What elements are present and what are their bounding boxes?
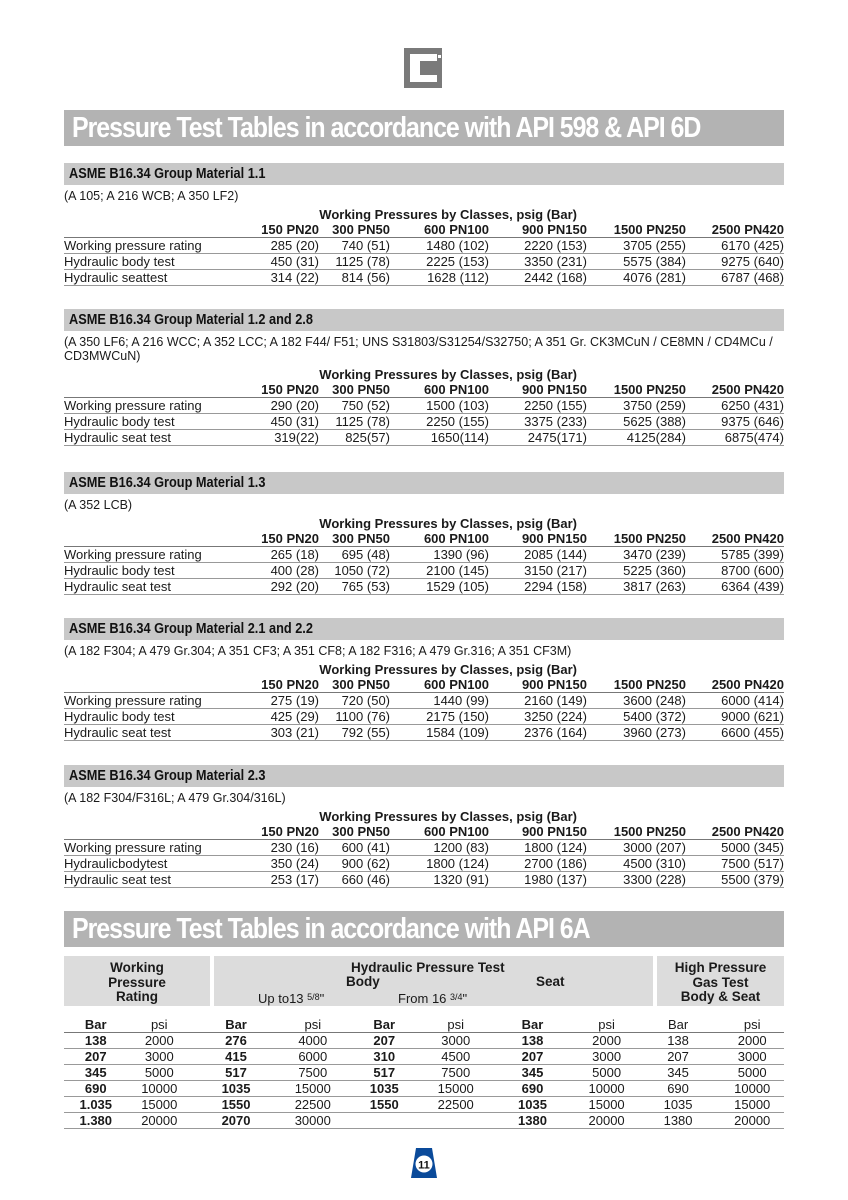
row-label: Working pressure rating <box>64 547 242 563</box>
pressure-value: 1529 (105) <box>390 579 489 595</box>
pressure-value: 3375 (233) <box>489 414 587 430</box>
pressure-value: 2160 (149) <box>489 693 587 709</box>
row-label: Hydraulic seat test <box>64 872 242 888</box>
working-pressure-bar-value: 1.380 <box>64 1113 128 1129</box>
hydraulic-test-title: Hydraulic Pressure Test <box>351 960 505 975</box>
pressure-value: 3350 (231) <box>489 254 587 270</box>
group-title-bar <box>64 163 784 185</box>
pressure-value: 1100 (76) <box>319 709 390 725</box>
table-row <box>64 856 784 872</box>
body-from-bar-unit: Bar <box>345 1017 424 1033</box>
pressure-value: 2376 (164) <box>489 725 587 741</box>
table-row <box>64 725 784 741</box>
working-pressure-bar-value: 345 <box>64 1065 128 1081</box>
body-up-to-psi-value: 7500 <box>281 1065 345 1081</box>
pressure-value: 6250 (431) <box>686 398 784 414</box>
size-unit: " <box>462 991 468 1006</box>
pressure-value: 2085 (144) <box>489 547 587 563</box>
working-pressure-psi-value: 2000 <box>128 1033 192 1049</box>
class-header: 150 PN20 <box>242 531 319 547</box>
pressure-value: 292 (20) <box>242 579 319 595</box>
body-from-psi-value: 22500 <box>424 1097 488 1113</box>
class-header: 1500 PN250 <box>587 382 686 398</box>
table-row <box>64 238 784 254</box>
pressure-value: 9375 (646) <box>686 414 784 430</box>
pressure-value: 303 (21) <box>242 725 319 741</box>
table-row <box>64 414 784 430</box>
table-row <box>64 579 784 595</box>
body-up-to-psi-unit: psi <box>281 1017 345 1033</box>
body-from-bar-value: 207 <box>345 1033 424 1049</box>
class-header: 1500 PN250 <box>587 677 686 693</box>
gas-test-bar-value: 138 <box>636 1033 721 1049</box>
table-row <box>64 1113 784 1129</box>
gas-test-psi-value: 10000 <box>720 1081 784 1097</box>
pressure-value: 8700 (600) <box>686 563 784 579</box>
gas-test-psi-unit: psi <box>720 1017 784 1033</box>
pressure-value: 6000 (414) <box>686 693 784 709</box>
row-label: Working pressure rating <box>64 840 242 856</box>
class-header: 150 PN20 <box>242 382 319 398</box>
material-group-section <box>64 309 784 446</box>
classes-caption: Working Pressures by Classes, psig (Bar) <box>319 207 577 222</box>
pressure-value: 2250 (155) <box>390 414 489 430</box>
class-header: 600 PN100 <box>390 382 489 398</box>
table-row <box>64 563 784 579</box>
class-header: 900 PN150 <box>489 382 587 398</box>
group-title: ASME B16.34 Group Material 2.3 <box>69 768 266 784</box>
pressure-value: 5625 (388) <box>587 414 686 430</box>
seat-bar-unit: Bar <box>487 1017 577 1033</box>
size-label: Up to13 <box>258 991 308 1006</box>
pressure-value: 5400 (372) <box>587 709 686 725</box>
pressure-value: 1800 (124) <box>390 856 489 872</box>
working-pressure-bar-value: 207 <box>64 1049 128 1065</box>
pressure-value: 290 (20) <box>242 398 319 414</box>
pressure-value: 3000 (207) <box>587 840 686 856</box>
pressure-value: 3300 (228) <box>587 872 686 888</box>
group-materials: (A 182 F304; A 479 Gr.304; A 351 CF3; A 351 CF8; A 182 F316; A 479 Gr.316; A 351 CF3M) <box>64 644 572 658</box>
table-row <box>64 1065 784 1081</box>
size-label: From 16 <box>398 991 451 1006</box>
group-title: ASME B16.34 Group Material 2.1 and 2.2 <box>69 621 313 637</box>
pressure-value: 660 (46) <box>319 872 390 888</box>
pressure-value: 1050 (72) <box>319 563 390 579</box>
table-row <box>64 547 784 563</box>
body-from-psi-value: 4500 <box>424 1049 488 1065</box>
body-from-bar-value <box>345 1113 424 1129</box>
pressure-value: 2250 (155) <box>489 398 587 414</box>
pressure-value: 1500 (103) <box>390 398 489 414</box>
classes-caption: Working Pressures by Classes, psig (Bar) <box>319 367 577 382</box>
pressure-table <box>64 207 784 286</box>
pressure-value: 1125 (78) <box>319 414 390 430</box>
row-label: Hydraulic seattest <box>64 270 242 286</box>
blank-header <box>64 824 242 840</box>
table-row <box>64 398 784 414</box>
gas-test-header-line: Body & Seat <box>680 989 761 1004</box>
gas-test-header-line: Gas Test <box>692 974 749 990</box>
class-header: 600 PN100 <box>390 531 489 547</box>
body-size-from <box>398 990 467 1007</box>
table-row <box>64 872 784 888</box>
working-pressure-bar-value: 138 <box>64 1033 128 1049</box>
gas-test-psi-value: 3000 <box>720 1049 784 1065</box>
working-pressure-psi-value: 5000 <box>128 1065 192 1081</box>
api598-banner <box>64 110 784 146</box>
pressure-value: 1480 (102) <box>390 238 489 254</box>
pressure-value: 2700 (186) <box>489 856 587 872</box>
hydraulic-test-header <box>214 956 653 1006</box>
body-up-to-bar-value: 1550 <box>191 1097 281 1113</box>
seat-psi-value: 5000 <box>577 1065 635 1081</box>
pressure-value: 7500 (517) <box>686 856 784 872</box>
class-header: 2500 PN420 <box>686 382 784 398</box>
class-header: 1500 PN250 <box>587 531 686 547</box>
seat-psi-value: 20000 <box>577 1113 635 1129</box>
pressure-value: 3960 (273) <box>587 725 686 741</box>
gas-test-bar-unit: Bar <box>636 1017 721 1033</box>
pressure-value: 600 (41) <box>319 840 390 856</box>
blank-header <box>64 382 242 398</box>
gas-test-bar-value: 1380 <box>636 1113 721 1129</box>
seat-header: Seat <box>536 974 565 989</box>
material-group-section <box>64 618 784 741</box>
row-label: Hydraulic seat test <box>64 725 242 741</box>
body-from-psi-value <box>424 1113 488 1129</box>
pressure-value: 5500 (379) <box>686 872 784 888</box>
pressure-value: 765 (53) <box>319 579 390 595</box>
working-pressure-bar-value: 1.035 <box>64 1097 128 1113</box>
working-pressure-psi-value: 15000 <box>128 1097 192 1113</box>
body-up-to-bar-value: 1035 <box>191 1081 281 1097</box>
seat-psi-unit: psi <box>577 1017 635 1033</box>
group-title-bar <box>64 618 784 640</box>
working-pressure-header <box>64 956 210 1006</box>
pressure-value: 5225 (360) <box>587 563 686 579</box>
class-header: 2500 PN420 <box>686 677 784 693</box>
pressure-value: 450 (31) <box>242 414 319 430</box>
working-pressure-header-line: Working <box>110 960 164 975</box>
row-label: Hydraulic body test <box>64 709 242 725</box>
working-pressure-psi-value: 20000 <box>128 1113 192 1129</box>
pressure-value: 3250 (224) <box>489 709 587 725</box>
pressure-value: 6875(474) <box>686 430 784 446</box>
class-header: 300 PN50 <box>319 382 390 398</box>
pressure-value: 5785 (399) <box>686 547 784 563</box>
gas-test-header <box>657 956 784 1006</box>
working-pressure-psi-unit: psi <box>128 1017 192 1033</box>
class-header: 300 PN50 <box>319 824 390 840</box>
pressure-value: 9000 (621) <box>686 709 784 725</box>
seat-psi-value: 2000 <box>577 1033 635 1049</box>
pressure-value: 425 (29) <box>242 709 319 725</box>
seat-bar-value: 345 <box>487 1065 577 1081</box>
class-header: 300 PN50 <box>319 677 390 693</box>
group-title-bar <box>64 472 784 494</box>
pressure-value: 350 (24) <box>242 856 319 872</box>
pressure-value: 1628 (112) <box>390 270 489 286</box>
row-label: Hydraulic body test <box>64 414 242 430</box>
class-header: 150 PN20 <box>242 824 319 840</box>
body-up-to-psi-value: 4000 <box>281 1033 345 1049</box>
body-from-psi-unit: psi <box>424 1017 488 1033</box>
pressure-value: 5575 (384) <box>587 254 686 270</box>
pressure-value: 4500 (310) <box>587 856 686 872</box>
row-label: Hydraulic body test <box>64 563 242 579</box>
blank-header <box>64 531 242 547</box>
page-number: 11 <box>418 1159 430 1172</box>
pressure-value: 720 (50) <box>319 693 390 709</box>
gas-test-psi-value: 15000 <box>720 1097 784 1113</box>
blank-header <box>64 222 242 238</box>
working-pressure-psi-value: 3000 <box>128 1049 192 1065</box>
group-title: ASME B16.34 Group Material 1.1 <box>69 166 266 182</box>
pressure-value: 814 (56) <box>319 270 390 286</box>
class-header: 1500 PN250 <box>587 222 686 238</box>
pressure-value: 1800 (124) <box>489 840 587 856</box>
pressure-value: 230 (16) <box>242 840 319 856</box>
pressure-value: 3750 (259) <box>587 398 686 414</box>
size-fraction: 3/4 <box>450 992 463 1002</box>
pressure-value: 3600 (248) <box>587 693 686 709</box>
table-row <box>64 840 784 856</box>
pressure-value: 9275 (640) <box>686 254 784 270</box>
row-label: Hydraulic body test <box>64 254 242 270</box>
pressure-value: 3150 (217) <box>489 563 587 579</box>
pressure-value: 4125(284) <box>587 430 686 446</box>
gas-test-bar-value: 345 <box>636 1065 721 1081</box>
gas-test-psi-value: 20000 <box>720 1113 784 1129</box>
pressure-value: 2225 (153) <box>390 254 489 270</box>
group-materials: (A 105; A 216 WCB; A 350 LF2) <box>64 189 239 203</box>
body-up-to-psi-value: 15000 <box>281 1081 345 1097</box>
row-label: Working pressure rating <box>64 238 242 254</box>
pressure-value: 253 (17) <box>242 872 319 888</box>
body-up-to-psi-value: 22500 <box>281 1097 345 1113</box>
pressure-value: 275 (19) <box>242 693 319 709</box>
body-up-to-psi-value: 6000 <box>281 1049 345 1065</box>
units-row <box>64 1017 784 1033</box>
working-pressure-psi-value: 10000 <box>128 1081 192 1097</box>
pressure-value: 2475(171) <box>489 430 587 446</box>
pressure-table <box>64 367 784 446</box>
table-row <box>64 1081 784 1097</box>
pressure-value: 1650(114) <box>390 430 489 446</box>
pressure-value: 2220 (153) <box>489 238 587 254</box>
seat-psi-value: 15000 <box>577 1097 635 1113</box>
body-header: Body <box>346 974 380 989</box>
pressure-value: 1125 (78) <box>319 254 390 270</box>
material-group-section <box>64 765 784 888</box>
company-logo <box>404 48 442 88</box>
class-header: 300 PN50 <box>319 222 390 238</box>
class-header: 300 PN50 <box>319 531 390 547</box>
table-row <box>64 270 784 286</box>
body-from-bar-value: 1550 <box>345 1097 424 1113</box>
row-label: Hydraulicbodytest <box>64 856 242 872</box>
pressure-value: 314 (22) <box>242 270 319 286</box>
table-row <box>64 1097 784 1113</box>
pressure-value: 6170 (425) <box>686 238 784 254</box>
seat-bar-value: 1380 <box>487 1113 577 1129</box>
pressure-value: 4076 (281) <box>587 270 686 286</box>
pressure-value: 1390 (96) <box>390 547 489 563</box>
pressure-value: 1320 (91) <box>390 872 489 888</box>
pressure-value: 265 (18) <box>242 547 319 563</box>
page-number-badge <box>411 1148 437 1178</box>
pressure-value: 6364 (439) <box>686 579 784 595</box>
body-from-bar-value: 310 <box>345 1049 424 1065</box>
table-row <box>64 693 784 709</box>
row-label: Hydraulic seat test <box>64 430 242 446</box>
pressure-value: 319(22) <box>242 430 319 446</box>
size-unit: " <box>319 991 325 1006</box>
class-header: 600 PN100 <box>390 222 489 238</box>
gas-test-bar-value: 690 <box>636 1081 721 1097</box>
working-pressure-bar-value: 690 <box>64 1081 128 1097</box>
group-title-bar <box>64 309 784 331</box>
pressure-value: 750 (52) <box>319 398 390 414</box>
pressure-value: 825(57) <box>319 430 390 446</box>
pressure-value: 1980 (137) <box>489 872 587 888</box>
pressure-table <box>64 516 784 595</box>
group-materials: (A 182 F304/F316L; A 479 Gr.304/316L) <box>64 791 286 805</box>
table-row <box>64 709 784 725</box>
pressure-value: 2294 (158) <box>489 579 587 595</box>
pressure-value: 792 (55) <box>319 725 390 741</box>
row-label: Working pressure rating <box>64 693 242 709</box>
classes-caption: Working Pressures by Classes, psig (Bar) <box>319 662 577 677</box>
pressure-value: 6600 (455) <box>686 725 784 741</box>
pressure-value: 3817 (263) <box>587 579 686 595</box>
pressure-value: 900 (62) <box>319 856 390 872</box>
pressure-table <box>64 809 784 888</box>
pressure-value: 3470 (239) <box>587 547 686 563</box>
working-pressure-header-line: Pressure <box>108 974 166 990</box>
seat-bar-value: 1035 <box>487 1097 577 1113</box>
pressure-value: 400 (28) <box>242 563 319 579</box>
class-header: 900 PN150 <box>489 222 587 238</box>
size-fraction: 5/8 <box>307 992 320 1002</box>
api6a-banner-text: Pressure Test Tables in accordance with API 6A <box>72 913 590 945</box>
api6a-table <box>64 1017 784 1129</box>
gas-test-psi-value: 5000 <box>720 1065 784 1081</box>
pressure-value: 3705 (255) <box>587 238 686 254</box>
class-header: 900 PN150 <box>489 824 587 840</box>
working-pressure-bar-unit: Bar <box>64 1017 128 1033</box>
api6a-banner <box>64 911 784 947</box>
seat-psi-value: 3000 <box>577 1049 635 1065</box>
class-header: 150 PN20 <box>242 222 319 238</box>
body-up-to-bar-value: 276 <box>191 1033 281 1049</box>
group-materials: (A 352 LCB) <box>64 498 133 512</box>
class-header: 600 PN100 <box>390 824 489 840</box>
pressure-value: 1200 (83) <box>390 840 489 856</box>
class-header: 900 PN150 <box>489 677 587 693</box>
body-from-bar-value: 1035 <box>345 1081 424 1097</box>
classes-caption: Working Pressures by Classes, psig (Bar) <box>319 809 577 824</box>
pressure-value: 5000 (345) <box>686 840 784 856</box>
api6a-table-header <box>64 956 784 1006</box>
row-label: Working pressure rating <box>64 398 242 414</box>
gas-test-bar-value: 207 <box>636 1049 721 1065</box>
class-header: 2500 PN420 <box>686 824 784 840</box>
table-row <box>64 1033 784 1049</box>
pressure-value: 1440 (99) <box>390 693 489 709</box>
table-row <box>64 430 784 446</box>
body-up-to-bar-value: 2070 <box>191 1113 281 1129</box>
class-header: 900 PN150 <box>489 531 587 547</box>
working-pressure-header-line: Rating <box>116 989 158 1004</box>
body-size-up-to <box>258 990 324 1007</box>
class-header: 150 PN20 <box>242 677 319 693</box>
pressure-value: 2100 (145) <box>390 563 489 579</box>
seat-bar-value: 138 <box>487 1033 577 1049</box>
pressure-value: 450 (31) <box>242 254 319 270</box>
row-label: Hydraulic seat test <box>64 579 242 595</box>
body-up-to-bar-value: 415 <box>191 1049 281 1065</box>
api598-banner-text: Pressure Test Tables in accordance with API 598 & API 6D <box>72 112 701 144</box>
material-group-section <box>64 472 784 595</box>
body-from-psi-value: 3000 <box>424 1033 488 1049</box>
classes-caption: Working Pressures by Classes, psig (Bar) <box>319 516 577 531</box>
blank-header <box>64 677 242 693</box>
pressure-value: 285 (20) <box>242 238 319 254</box>
class-header: 2500 PN420 <box>686 531 784 547</box>
material-group-section <box>64 163 784 286</box>
table-row <box>64 1049 784 1065</box>
gas-test-bar-value: 1035 <box>636 1097 721 1113</box>
body-from-psi-value: 7500 <box>424 1065 488 1081</box>
class-header: 1500 PN250 <box>587 824 686 840</box>
seat-bar-value: 207 <box>487 1049 577 1065</box>
class-header: 600 PN100 <box>390 677 489 693</box>
pressure-value: 2175 (150) <box>390 709 489 725</box>
pressure-value: 740 (51) <box>319 238 390 254</box>
gas-test-psi-value: 2000 <box>720 1033 784 1049</box>
group-title-bar <box>64 765 784 787</box>
pressure-value: 6787 (468) <box>686 270 784 286</box>
table-row <box>64 254 784 270</box>
body-up-to-psi-value: 30000 <box>281 1113 345 1129</box>
group-title: ASME B16.34 Group Material 1.3 <box>69 475 266 491</box>
body-up-to-bar-unit: Bar <box>191 1017 281 1033</box>
group-materials: (A 350 LF6; A 216 WCC; A 352 LCC; A 182 F44/ F51; UNS S31803/S31254/S32750; A 351 Gr. CK3MCuN / CE8MN / CD4MCu / CD3MWCuN) <box>64 335 773 363</box>
pressure-value: 695 (48) <box>319 547 390 563</box>
pressure-value: 2442 (168) <box>489 270 587 286</box>
pressure-table <box>64 662 784 741</box>
class-header: 2500 PN420 <box>686 222 784 238</box>
body-up-to-bar-value: 517 <box>191 1065 281 1081</box>
body-from-bar-value: 517 <box>345 1065 424 1081</box>
group-title: ASME B16.34 Group Material 1.2 and 2.8 <box>69 312 313 328</box>
pressure-value: 1584 (109) <box>390 725 489 741</box>
body-from-psi-value: 15000 <box>424 1081 488 1097</box>
seat-bar-value: 690 <box>487 1081 577 1097</box>
seat-psi-value: 10000 <box>577 1081 635 1097</box>
gas-test-header-line: High Pressure <box>674 960 767 975</box>
